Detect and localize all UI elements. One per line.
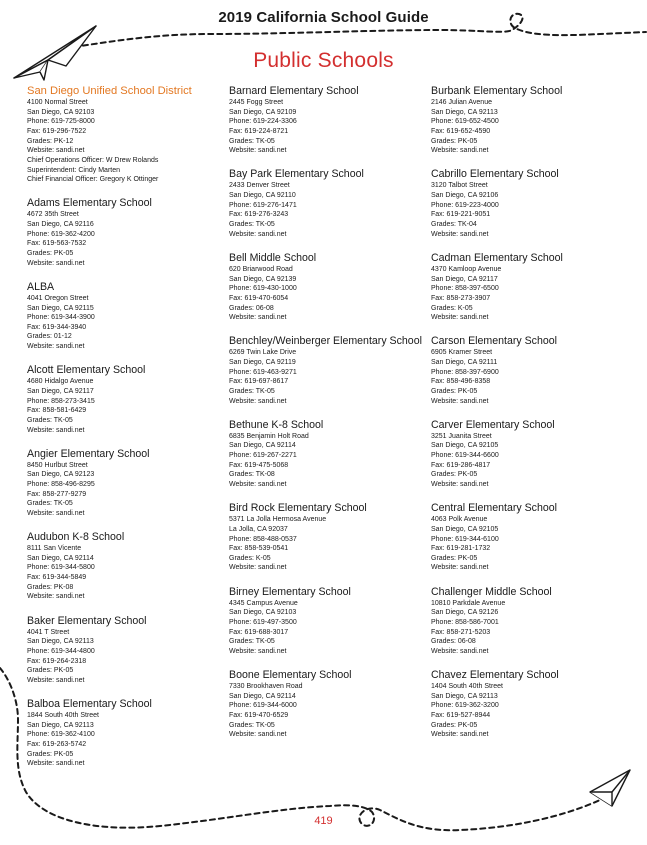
school-detail-line: Website: sandi.net <box>229 481 287 489</box>
school-detail-line: Fax: 619-527-8944 <box>431 712 491 720</box>
school-name: Benchley/Weinberger Elementary School <box>229 335 422 348</box>
school-detail-line: 4345 Campus Avenue <box>229 599 298 607</box>
school-detail-line: Fax: 619-470-6054 <box>229 294 289 302</box>
school-detail-line: Phone: 619-276-1471 <box>229 201 297 209</box>
school-entry <box>27 281 232 352</box>
school-detail-line: San Diego, CA 92113 <box>27 721 94 729</box>
school-detail-line: 1404 South 40th Street <box>431 683 503 691</box>
school-detail-line: Phone: 858-397-6500 <box>431 285 499 293</box>
school-detail-line: Phone: 619-224-3306 <box>229 118 297 126</box>
school-detail-line: Website: sandi.net <box>431 230 489 238</box>
school-detail-line: Phone: 619-362-4100 <box>27 731 95 739</box>
school-detail-line: Website: sandi.net <box>229 647 287 655</box>
school-detail-line: Phone: 858-586-7001 <box>431 618 499 626</box>
school-detail-line: 6835 Benjamin Holt Road <box>229 432 309 440</box>
school-detail-line: Phone: 619-463-9271 <box>229 368 297 376</box>
school-detail-line: Grades: PK-05 <box>27 250 74 258</box>
school-detail-line: 4672 35th Street <box>27 211 79 219</box>
school-detail-line: 1844 South 40th Street <box>27 712 99 720</box>
school-detail-line: Grades: PK-08 <box>27 583 74 591</box>
school-entry <box>27 698 232 769</box>
school-detail-line: San Diego, CA 92115 <box>27 304 94 312</box>
school-detail-line: 7330 Brookhaven Road <box>229 683 303 691</box>
school-detail-line: Fax: 619-263-5742 <box>27 741 87 748</box>
school-name: Bay Park Elementary School <box>229 168 364 181</box>
school-entry <box>229 335 429 406</box>
school-detail-line: Phone: 619-223-4000 <box>431 201 499 209</box>
school-detail-line: Fax: 619-563-7532 <box>27 240 87 248</box>
school-detail-line: Grades: TK-08 <box>229 471 275 479</box>
school-detail-line: Grades: PK-05 <box>431 137 478 145</box>
school-detail-line: Fax: 858-277-9279 <box>27 490 87 498</box>
school-detail-line: San Diego, CA 92111 <box>431 358 498 366</box>
school-detail-line: La Jolla, CA 92037 <box>229 525 288 533</box>
school-name: Boone Elementary School <box>229 669 352 682</box>
school-detail-line: Fax: 619-475-5068 <box>229 461 289 469</box>
school-detail-line: Website: sandi.net <box>229 564 287 572</box>
school-name: Challenger Middle School <box>431 585 552 598</box>
page-number: 419 <box>314 815 333 827</box>
school-entry <box>229 502 429 573</box>
school-entry <box>229 586 429 657</box>
school-detail-line: Fax: 858-271-5203 <box>431 628 491 636</box>
school-detail-line: Phone: 619-344-4800 <box>27 647 95 655</box>
school-detail-line: San Diego, CA 92114 <box>229 442 296 450</box>
school-detail-line: 8111 San Vicente <box>27 545 82 553</box>
school-detail-line: Website: sandi.net <box>27 593 85 601</box>
school-detail-line: 620 Briarwood Road <box>229 265 293 273</box>
school-detail-line: Website: sandi.net <box>27 510 85 517</box>
school-detail-line: Grades: TK-05 <box>229 137 275 145</box>
school-detail-line: San Diego, CA 92103 <box>229 609 297 617</box>
school-detail-line: Website: sandi.net <box>431 647 489 655</box>
school-detail-line: Grades: TK-05 <box>27 416 73 424</box>
school-detail-line: Grades: TK-05 <box>27 500 73 508</box>
school-entry <box>27 531 232 602</box>
school-name: Burbank Elementary School <box>431 85 563 97</box>
school-detail-line: Fax: 619-344-5849 <box>27 574 87 582</box>
school-detail-line: San Diego, CA 92126 <box>431 609 499 617</box>
school-detail-line: Grades: TK-05 <box>229 221 275 229</box>
school-detail-line: San Diego, CA 92103 <box>27 108 95 116</box>
school-detail-line: Website: sandi.net <box>431 481 489 489</box>
school-detail-line: San Diego, CA 92109 <box>229 108 297 116</box>
school-detail-line: Phone: 619-430-1000 <box>229 285 297 293</box>
school-detail-line: Grades: TK-05 <box>229 638 275 646</box>
school-detail-line: Grades: TK-05 <box>229 721 275 729</box>
school-detail-line: Website: sandi.net <box>27 760 85 768</box>
school-detail-line: Grades: 06-08 <box>431 638 476 646</box>
school-entry <box>431 168 631 239</box>
school-detail-line: Phone: 858-488-0537 <box>229 535 297 543</box>
school-entry <box>431 586 631 657</box>
school-detail-line: Superintendent: Cindy Marten <box>27 166 120 174</box>
school-detail-line: Website: sandi.net <box>229 731 287 739</box>
school-detail-line: Phone: 858-397-6900 <box>431 368 499 376</box>
school-detail-line: San Diego, CA 92116 <box>27 221 94 229</box>
school-detail-line: Grades: PK-05 <box>27 667 74 675</box>
school-detail-line: Phone: 619-362-3200 <box>431 702 499 710</box>
school-detail-line: San Diego, CA 92117 <box>27 387 94 395</box>
school-detail-line: 2433 Denver Street <box>229 182 290 190</box>
school-detail-line: Fax: 619-470-6529 <box>229 712 289 720</box>
school-detail-line: Grades: K-05 <box>431 304 473 312</box>
school-detail-line: Fax: 619-224-8721 <box>229 127 289 135</box>
school-name: Barnard Elementary School <box>229 85 359 97</box>
school-detail-line: Chief Financial Officer: Gregory K Ottinger <box>27 176 159 184</box>
school-name: Bell Middle School <box>229 251 317 264</box>
school-name: Bird Rock Elementary School <box>229 502 367 515</box>
school-detail-line: San Diego, CA 92117 <box>431 275 498 283</box>
paper-plane-icon-bottom <box>590 770 630 806</box>
school-entry <box>27 448 232 519</box>
school-name: Carson Elementary School <box>431 335 558 348</box>
school-detail-line: Website: sandi.net <box>431 147 489 155</box>
school-name: Audubon K-8 School <box>27 531 125 544</box>
school-entry <box>229 168 429 239</box>
school-detail-line: Phone: 619-344-6100 <box>431 535 499 543</box>
school-detail-line: Grades: PK-05 <box>431 471 478 479</box>
school-detail-line: 4063 Polk Avenue <box>431 516 488 524</box>
school-name: Balboa Elementary School <box>27 698 152 711</box>
school-detail-line: Website: sandi.net <box>431 731 489 739</box>
school-detail-line: Fax: 619-264-2318 <box>27 657 87 665</box>
school-detail-line: Grades: PK-05 <box>431 387 478 395</box>
school-detail-line: Fax: 858-539-0541 <box>229 545 289 553</box>
school-detail-line: San Diego, CA 92105 <box>431 442 499 450</box>
school-detail-line: Grades: PK-05 <box>27 750 74 758</box>
school-detail-line: San Diego, CA 92105 <box>431 525 499 533</box>
school-detail-line: 2146 Julian Avenue <box>431 99 492 106</box>
school-entry <box>229 252 429 323</box>
school-detail-line: Phone: 619-497-3500 <box>229 618 297 626</box>
column-2 <box>229 85 429 753</box>
school-name: Carver Elementary School <box>431 418 555 431</box>
school-detail-line: San Diego, CA 92110 <box>229 192 296 200</box>
school-detail-line: Fax: 619-296-7522 <box>27 127 87 135</box>
school-entry <box>229 419 429 490</box>
school-detail-line: 4041 T Street <box>27 628 70 636</box>
school-detail-line: Website: sandi.net <box>27 259 85 267</box>
school-detail-line: Fax: 619-688-3017 <box>229 628 289 636</box>
school-detail-line: Phone: 619-652-4500 <box>431 118 499 126</box>
school-detail-line: Grades: TK-04 <box>431 221 477 229</box>
school-detail-line: Phone: 619-362-4200 <box>27 230 95 238</box>
school-detail-line: Website: sandi.net <box>27 343 85 351</box>
school-detail-line: Website: sandi.net <box>431 314 489 322</box>
school-name: Angier Elementary School <box>27 447 150 460</box>
school-detail-line: Phone: 619-344-6000 <box>229 702 297 710</box>
school-detail-line: Fax: 619-221-9051 <box>431 211 491 219</box>
school-detail-line: 5371 La Jolla Hermosa Avenue <box>229 516 327 524</box>
school-detail-line: 8450 Hurlbut Street <box>27 461 88 469</box>
school-name: Chavez Elementary School <box>431 669 559 682</box>
school-detail-line: Website: sandi.net <box>229 147 287 155</box>
school-name: Cabrillo Elementary School <box>431 168 559 181</box>
school-detail-line: Grades: 01-12 <box>27 333 72 341</box>
school-name: Birney Elementary School <box>229 585 351 598</box>
school-detail-line: San Diego, CA 92113 <box>27 638 94 646</box>
school-detail-line: Fax: 619-286-4817 <box>431 461 491 469</box>
school-detail-line: Website: sandi.net <box>229 230 287 238</box>
school-detail-line: Phone: 858-273-3415 <box>27 397 95 405</box>
column-1 <box>27 85 232 781</box>
school-entry <box>229 669 429 740</box>
school-detail-line: Grades: 06-08 <box>229 304 274 312</box>
school-name: Adams Elementary School <box>27 197 152 210</box>
school-detail-line: 4100 Normal Street <box>27 99 88 106</box>
school-entry <box>27 197 232 268</box>
school-detail-line: Grades: PK-05 <box>431 721 478 729</box>
guide-title: 2019 California School Guide <box>218 9 429 26</box>
school-entry <box>431 85 631 156</box>
school-detail-line: Website: sandi.net <box>27 426 85 434</box>
school-detail-line: 2445 Fogg Street <box>229 99 284 106</box>
school-entry <box>431 335 631 406</box>
school-detail-line: Grades: PK-05 <box>431 554 478 562</box>
school-detail-line: 4370 Kamloop Avenue <box>431 265 502 273</box>
school-entry <box>431 669 631 740</box>
school-name: Baker Elementary School <box>27 614 147 627</box>
school-detail-line: Website: sandi.net <box>431 564 489 572</box>
school-detail-line: 3120 Talbot Street <box>431 182 488 190</box>
school-detail-line: 4041 Oregon Street <box>27 294 89 302</box>
school-entry <box>431 502 631 573</box>
school-detail-line: Website: sandi.net <box>431 397 489 405</box>
school-entry <box>431 419 631 490</box>
school-detail-line: 10810 Parkdale Avenue <box>431 599 506 607</box>
school-detail-line: 6269 Twin Lake Drive <box>229 349 297 357</box>
school-detail-line: Fax: 858-273-3907 <box>431 294 491 302</box>
school-detail-line: Fax: 619-652-4590 <box>431 127 491 135</box>
school-detail-line: Website: sandi.net <box>229 314 287 322</box>
school-detail-line: Fax: 858-496-8358 <box>431 378 491 386</box>
school-detail-line: San Diego, CA 92113 <box>431 692 498 700</box>
school-name: Bethune K-8 School <box>229 418 324 431</box>
school-detail-line: Fax: 619-697-8617 <box>229 378 289 386</box>
school-detail-line: Phone: 858-496-8295 <box>27 481 95 489</box>
school-detail-line: Phone: 619-344-5800 <box>27 564 95 572</box>
school-entry <box>431 252 631 323</box>
school-detail-line: Phone: 619-267-2271 <box>229 452 297 460</box>
school-detail-line: Grades: TK-05 <box>229 387 275 395</box>
school-detail-line: San Diego, CA 92119 <box>229 358 296 366</box>
school-detail-line: Website: sandi.net <box>27 676 85 684</box>
school-detail-line: Fax: 619-276-3243 <box>229 211 289 219</box>
school-detail-line: Phone: 619-725-8000 <box>27 118 95 126</box>
school-detail-line: Fax: 858-581-6429 <box>27 407 87 415</box>
school-detail-line: Fax: 619-344-3940 <box>27 323 87 331</box>
school-detail-line: San Diego, CA 92106 <box>431 192 499 200</box>
school-detail-line: 6905 Kramer Street <box>431 349 493 357</box>
school-detail-line: Fax: 619-281-1732 <box>431 545 491 553</box>
school-entry <box>27 615 232 686</box>
school-detail-line: 3251 Juanita Street <box>431 432 492 440</box>
school-entry <box>27 364 232 435</box>
school-name: Central Elementary School <box>431 502 558 515</box>
school-detail-line: San Diego, CA 92114 <box>27 554 94 562</box>
school-name: Alcott Elementary School <box>27 364 146 377</box>
school-detail-line: Chief Operations Officer: W Drew Rolands <box>27 156 159 164</box>
school-detail-line: Website: sandi.net <box>27 147 85 155</box>
school-detail-line: Grades: PK-12 <box>27 137 74 145</box>
school-detail-line: San Diego, CA 92139 <box>229 275 297 283</box>
column-3 <box>431 85 631 753</box>
school-detail-line: San Diego, CA 92114 <box>229 692 296 700</box>
district-name: San Diego Unified School District <box>27 85 192 97</box>
school-detail-line: Website: sandi.net <box>229 397 287 405</box>
school-detail-line: Grades: K-05 <box>229 554 271 562</box>
school-detail-line: 4680 Hidalgo Avenue <box>27 378 94 386</box>
school-name: Cadman Elementary School <box>431 251 563 264</box>
section-title: Public Schools <box>253 49 394 72</box>
school-detail-line: San Diego, CA 92123 <box>27 471 95 479</box>
school-detail-line: Phone: 619-344-3900 <box>27 314 95 322</box>
school-detail-line: Phone: 619-344-6600 <box>431 452 499 460</box>
school-name: ALBA <box>27 280 55 293</box>
school-entry <box>229 85 429 156</box>
district-entry <box>27 85 232 185</box>
school-detail-line: San Diego, CA 92113 <box>431 108 498 116</box>
